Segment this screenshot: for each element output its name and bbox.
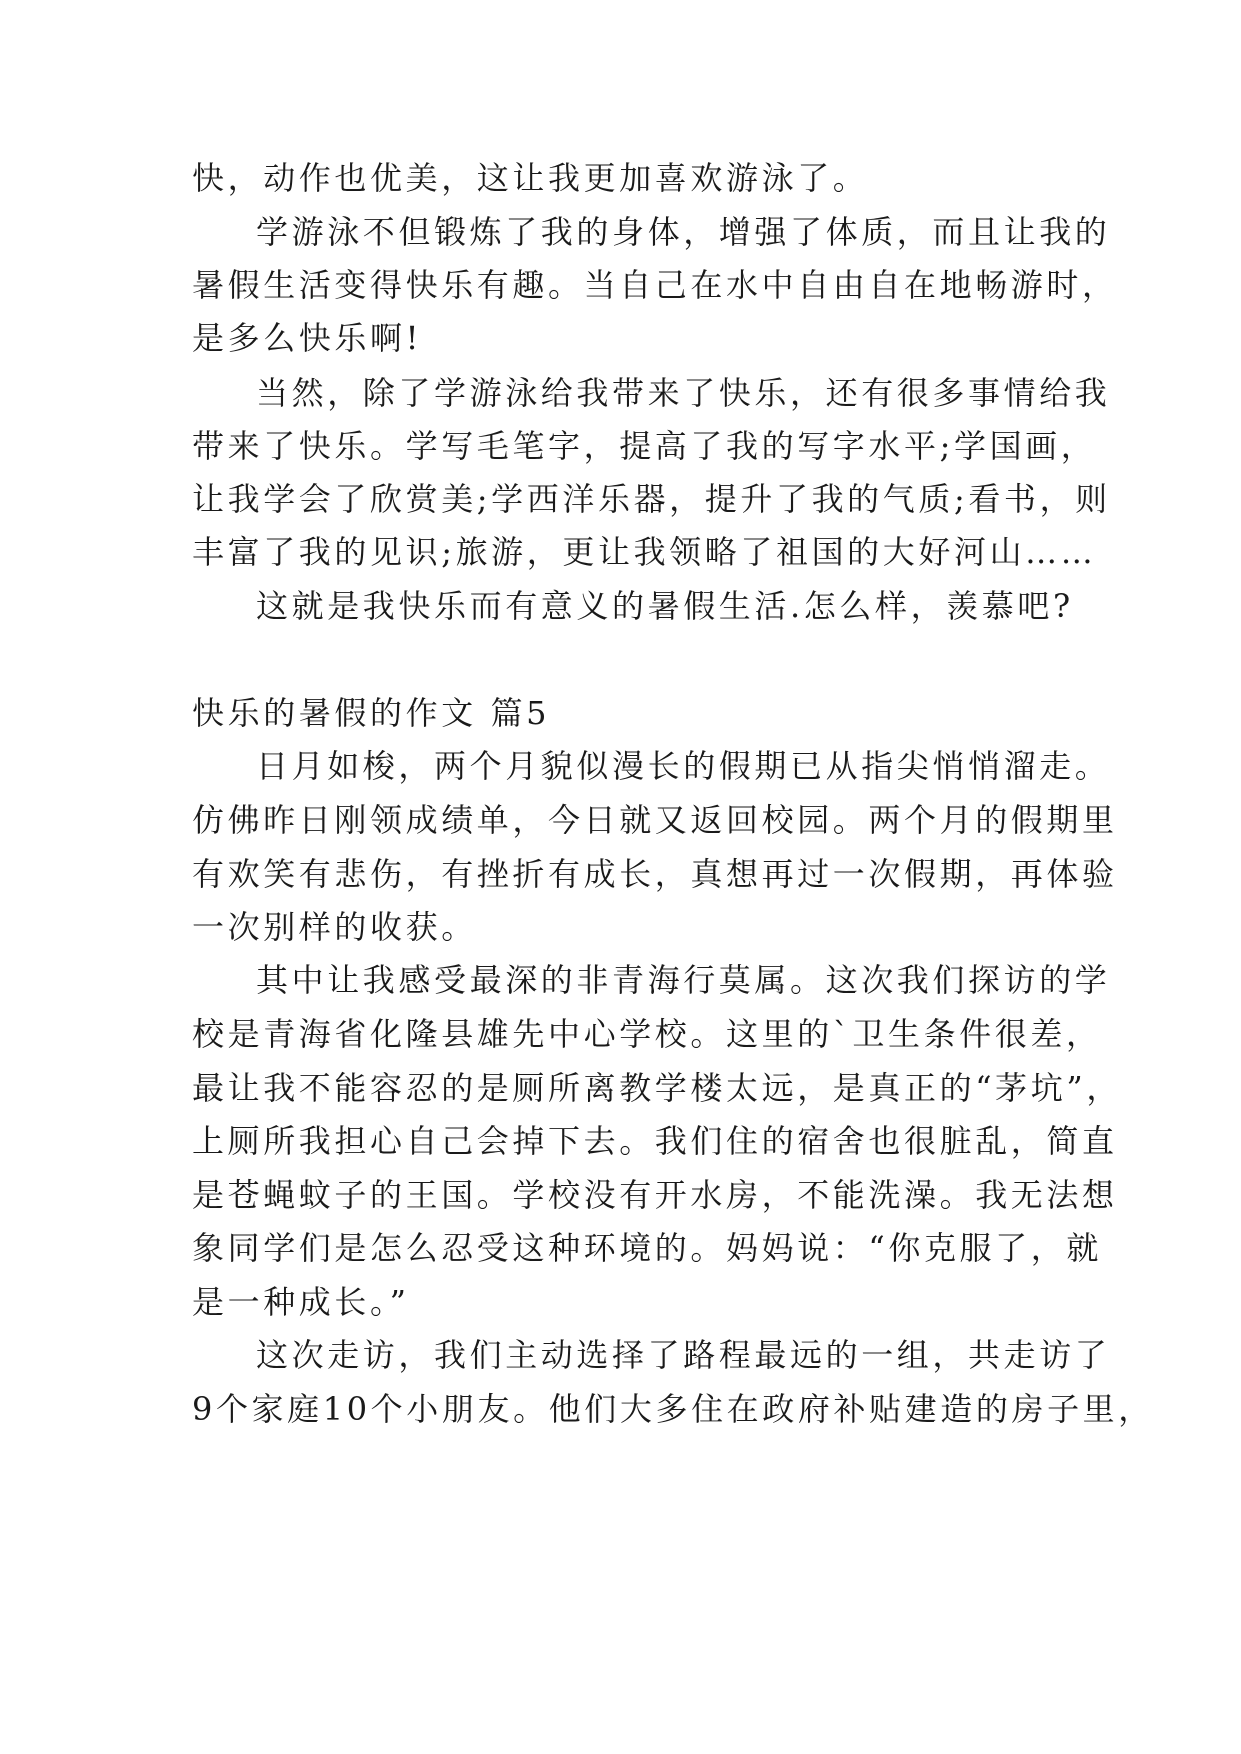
paragraph-line: 快，动作也优美，这让我更加喜欢游泳了。 <box>192 159 869 197</box>
paragraph-line: 是多么快乐啊! <box>192 319 423 357</box>
paragraph-line: 校是青海省化隆县雄先中心学校。这里的`卫生条件很差， <box>192 1015 1102 1053</box>
paragraph-line: 日月如梭，两个月貌似漫长的假期已从指尖悄悄溜走。 <box>256 747 1111 785</box>
paragraph-line: 象同学们是怎么忍受这种环境的。妈妈说：“你克服了，就 <box>192 1229 1102 1267</box>
paragraph-line: 暑假生活变得快乐有趣。当自己在水中自由自在地畅游时， <box>192 266 1118 304</box>
section-heading: 快乐的暑假的作文 篇5 <box>192 694 551 732</box>
paragraph-line: 丰富了我的见识;旅游，更让我领略了祖国的大好河山…… <box>192 533 1097 571</box>
paragraph-line: 是苍蝇蚊子的王国。学校没有开水房，不能洗澡。我无法想 <box>192 1176 1118 1214</box>
paragraph-line: 上厕所我担心自己会掉下去。我们住的宿舍也很脏乱，简直 <box>192 1122 1118 1160</box>
paragraph-line: 有欢笑有悲伤，有挫折有成长，真想再过一次假期，再体验 <box>192 855 1118 893</box>
paragraph-line: 最让我不能容忍的是厕所离教学楼太远，是真正的“茅坑”， <box>192 1069 1122 1107</box>
paragraph-line: 这次走访，我们主动选择了路程最远的一组，共走访了 <box>256 1336 1111 1374</box>
paragraph-line: 9个家庭10个小朋友。他们大多住在政府补贴建造的房子里， <box>192 1390 1154 1428</box>
paragraph-line: 一次别样的收获。 <box>192 908 477 946</box>
paragraph-line: 学游泳不但锻炼了我的身体，增强了体质，而且让我的 <box>256 213 1111 251</box>
paragraph-line: 带来了快乐。学写毛笔字，提高了我的写字水平;学国画， <box>192 427 1097 465</box>
paragraph-line: 其中让我感受最深的非青海行莫属。这次我们探访的学 <box>256 961 1111 999</box>
paragraph-line: 这就是我快乐而有意义的暑假生活.怎么样，羡慕吧? <box>256 587 1074 625</box>
paragraph-line: 仿佛昨日刚领成绩单，今日就又返回校园。两个月的假期里 <box>192 801 1118 839</box>
paragraph-line: 让我学会了欣赏美;学西洋乐器，提升了我的气质;看书，则 <box>192 480 1111 518</box>
paragraph-line: 当然，除了学游泳给我带来了快乐，还有很多事情给我 <box>256 374 1111 412</box>
paragraph-line: 是一种成长。” <box>192 1283 410 1321</box>
